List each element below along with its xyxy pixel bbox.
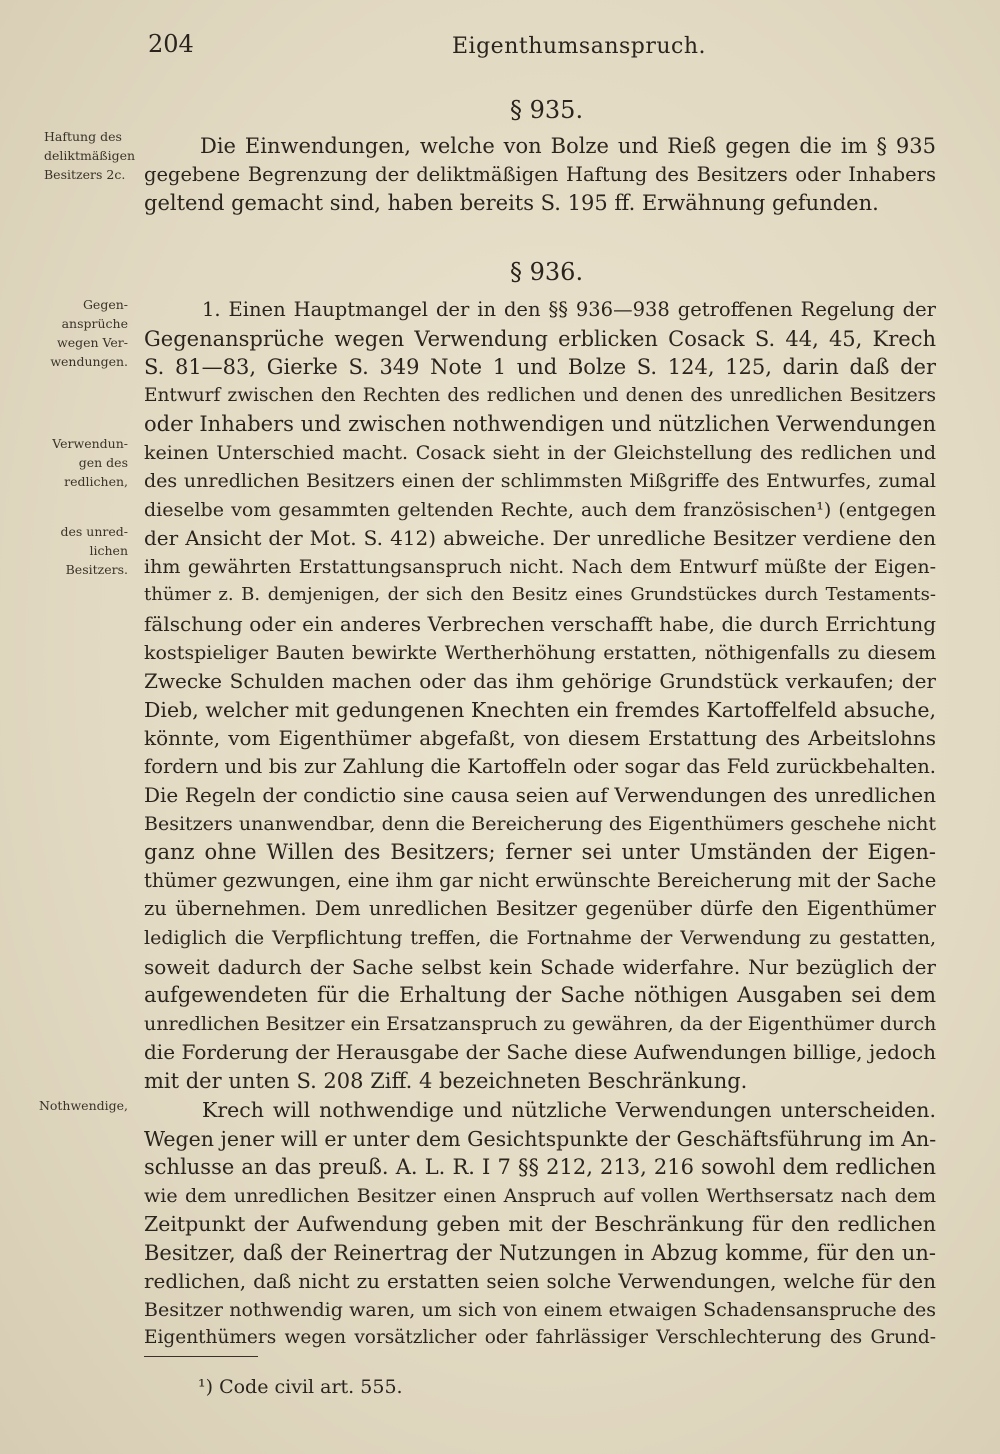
- text-line: mit der unten S. 208 Ziff. 4 bezeichneten Beschränkung.: [144, 1068, 748, 1093]
- text-line: dieselbe vom gesammten geltenden Rechte, auch dem französischen¹) (entgegen: [144, 498, 936, 521]
- text-line: lediglich die Verpflichtung treffen, die Fortnahme der Verwendung zu gestatten,: [144, 927, 936, 950]
- text-line: fordern und bis zur Zahlung die Kartoffeln oder sogar das Feld zurückbehalten.: [144, 754, 936, 778]
- text-line: ihm gewährten Erstattungsanspruch nicht. Nach dem Entwurf müßte der Eigen-: [144, 555, 936, 578]
- text-line: oder Inhabers und zwischen nothwendigen und nützlichen Verwendungen: [144, 412, 936, 437]
- text-line: gegebene Begrenzung der deliktmäßigen Haftung des Besitzers oder Inhabers: [144, 162, 936, 186]
- text-line: S. 81—83, Gierke S. 349 Note 1 und Bolze S. 124, 125, darin daß der: [144, 355, 936, 380]
- text-line: ganz ohne Willen des Besitzers; ferner sei unter Umständen der Eigen-: [144, 840, 936, 865]
- text-line: des unredlichen Besitzers einen der schlimmsten Mißgriffe des Entwurfes, zumal: [144, 470, 936, 493]
- text-line: Wegen jener will er unter dem Gesichtspunkte der Geschäftsführung im An-: [144, 1126, 936, 1151]
- text-line: aufgewendeten für die Erhaltung der Sache nöthigen Ausgaben sei dem: [144, 983, 936, 1008]
- text-line: der Ansicht der Mot. S. 412) abweiche. Der unredliche Besitzer verdiene den: [144, 526, 936, 551]
- margin-note-gegenansprueche: Gegen- ansprüche wegen Ver- wendungen.: [50, 297, 128, 369]
- running-title: Eigenthumsanspruch.: [452, 34, 707, 59]
- page-number: 204: [148, 30, 194, 58]
- text-line: Zeitpunkt der Aufwendung geben mit der Beschränkung für den redlichen: [144, 1212, 936, 1237]
- text-line: 1. Einen Hauptmangel der in den §§ 936—938 getroffenen Regelung der: [202, 298, 936, 321]
- text-line: Besitzer nothwendig waren, um sich von einem etwaigen Schadensanspruche des: [144, 1298, 936, 1321]
- margin-note-haftung: Haftung des deliktmäßigen Besitzers 2c.: [44, 129, 136, 182]
- paragraph-935: [144, 132, 936, 218]
- text-line: Die Einwendungen, welche von Bolze und Rieß gegen die im § 935: [200, 134, 936, 158]
- text-line: fälschung oder ein anderes Verbrechen verschafft habe, die durch Errichtung: [144, 612, 936, 637]
- text-line: Besitzers unanwendbar, denn die Bereicherung des Eigenthümers geschehe nicht: [144, 812, 936, 835]
- text-line: Entwurf zwischen den Rechten des redlichen und denen des unredlichen Besitzers: [144, 384, 936, 406]
- text-line: Gegenansprüche wegen Verwendung erblicken Cosack S. 44, 45, Krech: [144, 326, 936, 351]
- text-line: thümer z. B. demjenigen, der sich den Besitz eines Grundstückes durch Testaments-: [144, 584, 936, 606]
- text-line: Krech will nothwendige und nützliche Verwendungen unterscheiden.: [202, 1098, 936, 1122]
- text-line: Zwecke Schulden machen oder das ihm gehörige Grundstück verkaufen; der: [144, 669, 936, 694]
- text-line: die Forderung der Herausgabe der Sache diese Aufwendungen billige, jedoch: [144, 1040, 936, 1065]
- margin-note-nothwendige: Nothwendige,: [38, 1098, 128, 1113]
- section-heading-936: § 936.: [510, 258, 584, 286]
- text-line: keinen Unterschied macht. Cosack sieht in der Gleichstellung des redlichen und: [144, 441, 936, 464]
- text-line: thümer gezwungen, eine ihm gar nicht erwünschte Bereicherung mit der Sache: [144, 868, 936, 892]
- footnote-divider: [144, 1356, 258, 1357]
- margin-note-unredlichen: des unred- lichen Besitzers.: [60, 524, 128, 577]
- text-line: soweit dadurch der Sache selbst kein Schade widerfahre. Nur bezüglich der: [144, 954, 936, 979]
- text-line: redlichen, daß nicht zu erstatten seien solche Verwendungen, welche für den: [144, 1269, 936, 1294]
- text-line: unredlichen Besitzer ein Ersatzanspruch zu gewähren, da der Eigenthümer durch: [144, 1012, 936, 1035]
- text-line: wie dem unredlichen Besitzer einen Anspruch auf vollen Werthsersatz nach dem: [144, 1184, 936, 1207]
- text-line: Die Regeln der condictio sine causa seien auf Verwendungen des unredlichen: [144, 783, 936, 808]
- paragraph-936-1: [144, 296, 936, 1095]
- section-heading-935: § 935.: [510, 96, 584, 124]
- text-line: könnte, vom Eigenthümer abgefaßt, von diesem Erstattung des Arbeitslohns: [144, 726, 936, 751]
- text-line: kostspieliger Bauten bewirkte Wertherhöhung erstatten, nöthigenfalls zu diesem: [144, 641, 936, 664]
- text-line: Besitzer, daß der Reinertrag der Nutzungen in Abzug komme, für den un-: [144, 1240, 936, 1265]
- text-line: zu übernehmen. Dem unredlichen Besitzer gegenüber dürfe den Eigenthümer: [144, 897, 936, 921]
- text-line: schlusse an das preuß. A. L. R. I 7 §§ 212, 213, 216 sowohl dem redlichen: [144, 1155, 936, 1180]
- paragraph-936-krech: [144, 1096, 936, 1353]
- text-line: geltend gemacht sind, haben bereits S. 195 ff. Erwähnung gefunden.: [144, 191, 879, 216]
- margin-note-redlichen: Verwendun- gen des redlichen,: [52, 436, 128, 489]
- text-line: Eigenthümers wegen vorsätzlicher oder fahrlässiger Verschlechterung des Grund-: [144, 1327, 936, 1349]
- text-line: Dieb, welcher mit gedungenen Knechten ein fremdes Kartoffelfeld absuche,: [144, 697, 936, 722]
- footnote: ¹) Code civil art. 555.: [198, 1376, 403, 1398]
